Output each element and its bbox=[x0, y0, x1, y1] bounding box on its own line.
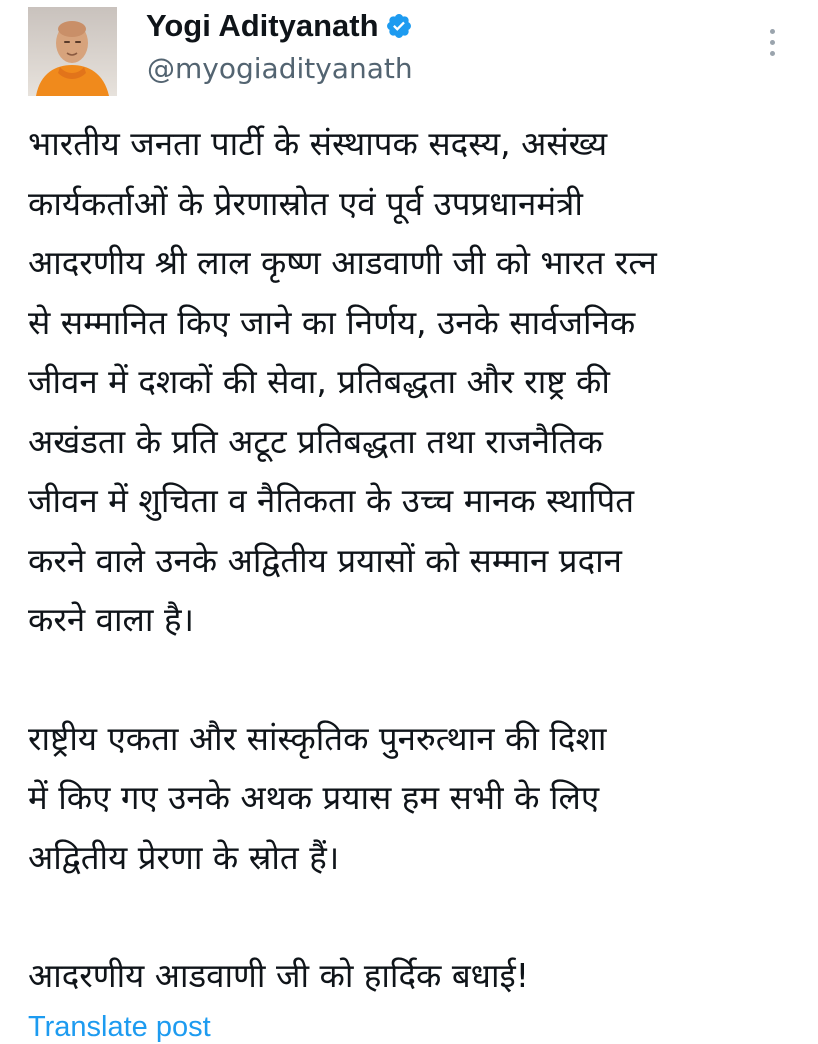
tweet-text bbox=[28, 114, 798, 1006]
display-name[interactable]: Yogi Adityanath bbox=[146, 8, 379, 43]
more-options-button[interactable] bbox=[756, 22, 788, 62]
more-options-icon-dot bbox=[770, 51, 775, 56]
tweet-paragraph: आदरणीय आडवाणी जी को हार्दिक बधाई! bbox=[28, 956, 529, 995]
more-options-icon bbox=[770, 29, 775, 34]
tweet-paragraph: भारतीय जनता पार्टी के संस्थापक सदस्य, असंख्य कार्यकर्ताओं के प्रेरणास्रोत एवं पूर्व उपप्रधानमंत्री आदरणीय श्री लाल कृष्ण आडवाणी जी को भारत रत्न से सम्मानित किए जाने का निर्णय, उनके सार्वजनिक जीवन में दशकों की सेवा, प्रतिबद्धता और राष्ट्र की अखंडता के प्रति अटूट प्रतिबद्धता तथा राजनैतिक जीवन में शुचिता व नैतिकता के उच्च मानक स्थापित करने वाले उनके अद्वितीय प्रयासों को सम्मान प्रदान करने वाला है। bbox=[28, 124, 657, 639]
avatar-photo bbox=[28, 7, 117, 96]
avatar[interactable] bbox=[28, 7, 117, 96]
verified-badge-icon bbox=[385, 12, 413, 40]
tweet-header bbox=[0, 0, 818, 100]
user-handle[interactable]: @myogiadityanath bbox=[147, 52, 413, 85]
tweet-paragraph: राष्ट्रीय एकता और सांस्कृतिक पुनरुत्थान की दिशा में किए गए उनके अथक प्रयास हम सभी के लिए अद्वितीय प्रेरणा के स्रोत हैं। bbox=[28, 718, 607, 877]
more-options-icon-dot bbox=[770, 40, 775, 45]
translate-post-link[interactable]: Translate post bbox=[28, 1011, 211, 1043]
